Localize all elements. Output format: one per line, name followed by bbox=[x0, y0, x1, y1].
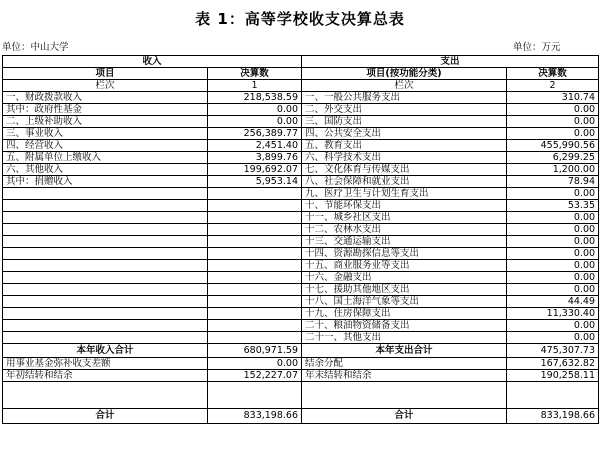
grand-expense-total-value: 833,198.66 bbox=[507, 409, 599, 424]
income-value-cell: 256,389.77 bbox=[208, 128, 302, 140]
income-item-cell: 一、财政拨款收入 bbox=[3, 92, 208, 104]
income-item-cell bbox=[3, 308, 208, 320]
income-item-cell: 二、上级补助收入 bbox=[3, 116, 208, 128]
income-item-cell bbox=[3, 260, 208, 272]
table-row bbox=[3, 92, 599, 104]
income-value-cell bbox=[208, 200, 302, 212]
expense-value-cell: 0.00 bbox=[507, 320, 599, 332]
expense-item-cell: 十、节能环保支出 bbox=[302, 200, 507, 212]
expense-item-cell: 五、教育支出 bbox=[302, 140, 507, 152]
income-value-cell: 0.00 bbox=[208, 116, 302, 128]
expense-value-cell: 0.00 bbox=[507, 224, 599, 236]
table-row bbox=[3, 236, 599, 248]
expense-value-cell: 0.00 bbox=[507, 116, 599, 128]
surplus-distribution-label: 结余分配 bbox=[302, 358, 507, 370]
income-amount-header: 决算数 bbox=[208, 68, 302, 80]
income-value-cell bbox=[208, 308, 302, 320]
expense-column-label: 栏次 bbox=[302, 80, 507, 92]
expense-item-cell: 十九、住房保障支出 bbox=[302, 308, 507, 320]
table-title: 表 1：高等学校收支决算总表 bbox=[195, 10, 405, 28]
expense-value-cell: 6,299.25 bbox=[507, 152, 599, 164]
fund-offset-label: 用事业基金弥补收支差额 bbox=[3, 358, 208, 370]
expense-value-cell: 0.00 bbox=[507, 284, 599, 296]
expense-item-cell: 十八、国土海洋气象等支出 bbox=[302, 296, 507, 308]
income-value-cell bbox=[208, 284, 302, 296]
income-value-cell: 0.00 bbox=[208, 104, 302, 116]
expense-value-cell: 44.49 bbox=[507, 296, 599, 308]
income-value-cell bbox=[208, 212, 302, 224]
expense-item-cell: 四、公共安全支出 bbox=[302, 128, 507, 140]
fund-offset-value: 0.00 bbox=[208, 358, 302, 370]
income-item-cell bbox=[3, 332, 208, 344]
income-item-cell bbox=[3, 224, 208, 236]
income-item-cell bbox=[3, 248, 208, 260]
expense-item-cell: 十一、城乡社区支出 bbox=[302, 212, 507, 224]
table-row bbox=[3, 284, 599, 296]
table-row bbox=[3, 296, 599, 308]
expense-item-cell: 十二、农林水支出 bbox=[302, 224, 507, 236]
expense-item-cell: 八、社会保障和就业支出 bbox=[302, 176, 507, 188]
table-row bbox=[3, 176, 599, 188]
income-section-header: 收入 bbox=[3, 56, 302, 68]
expense-section-header: 支出 bbox=[302, 56, 599, 68]
table-row bbox=[3, 188, 599, 200]
expense-value-cell: 78.94 bbox=[507, 176, 599, 188]
unit-currency: 单位：万元 bbox=[513, 42, 561, 53]
expense-item-cell: 十三、交通运输支出 bbox=[302, 236, 507, 248]
income-item-cell bbox=[3, 284, 208, 296]
expense-value-cell: 0.00 bbox=[507, 260, 599, 272]
income-value-cell bbox=[208, 236, 302, 248]
budget-table bbox=[2, 55, 599, 424]
income-item-cell bbox=[3, 236, 208, 248]
income-item-cell bbox=[3, 320, 208, 332]
expense-item-cell: 二、外交支出 bbox=[302, 104, 507, 116]
income-value-cell bbox=[208, 272, 302, 284]
expense-value-cell: 0.00 bbox=[507, 212, 599, 224]
table-row bbox=[3, 116, 599, 128]
expense-value-cell: 11,330.40 bbox=[507, 308, 599, 320]
income-value-cell: 5,953.14 bbox=[208, 176, 302, 188]
expense-item-cell: 十六、金融支出 bbox=[302, 272, 507, 284]
annual-income-total-label: 本年收入合计 bbox=[3, 344, 208, 358]
expense-value-cell: 0.00 bbox=[507, 332, 599, 344]
expense-value-cell: 0.00 bbox=[507, 104, 599, 116]
table-row bbox=[3, 128, 599, 140]
income-value-cell bbox=[208, 320, 302, 332]
expense-item-cell: 十五、商业服务业等支出 bbox=[302, 260, 507, 272]
expense-value-cell: 0.00 bbox=[507, 248, 599, 260]
annual-income-total-value: 680,971.59 bbox=[208, 344, 302, 358]
income-item-cell: 其中：捐赠收入 bbox=[3, 176, 208, 188]
expense-column-number: 2 bbox=[507, 80, 599, 92]
income-value-cell bbox=[208, 332, 302, 344]
expense-amount-header: 决算数 bbox=[507, 68, 599, 80]
table-row bbox=[3, 104, 599, 116]
income-column-label: 栏次 bbox=[3, 80, 208, 92]
closing-balance-label: 年末结转和结余 bbox=[302, 370, 507, 382]
table-row bbox=[3, 332, 599, 344]
opening-balance-value: 152,227.07 bbox=[208, 370, 302, 382]
expense-item-cell: 二十、粮油物资储备支出 bbox=[302, 320, 507, 332]
expense-value-cell: 1,200.00 bbox=[507, 164, 599, 176]
income-value-cell bbox=[208, 224, 302, 236]
expense-item-cell: 十四、资源勘探信息等支出 bbox=[302, 248, 507, 260]
expense-value-cell: 310.74 bbox=[507, 92, 599, 104]
income-value-cell bbox=[208, 260, 302, 272]
grand-expense-total-label: 合计 bbox=[302, 409, 507, 424]
table-row bbox=[3, 212, 599, 224]
annual-expense-total-label: 本年支出合计 bbox=[302, 344, 507, 358]
expense-value-cell: 0.00 bbox=[507, 272, 599, 284]
income-value-cell bbox=[208, 188, 302, 200]
income-item-cell bbox=[3, 188, 208, 200]
income-column-number: 1 bbox=[208, 80, 302, 92]
table-row bbox=[3, 260, 599, 272]
income-value-cell: 3,899.76 bbox=[208, 152, 302, 164]
expense-item-cell: 二十一、其他支出 bbox=[302, 332, 507, 344]
table-row bbox=[3, 272, 599, 284]
table-row bbox=[3, 320, 599, 332]
income-item-cell: 三、事业收入 bbox=[3, 128, 208, 140]
expense-item-cell: 一、一般公共服务支出 bbox=[302, 92, 507, 104]
income-value-cell bbox=[208, 248, 302, 260]
expense-value-cell: 0.00 bbox=[507, 236, 599, 248]
table-row bbox=[3, 224, 599, 236]
expense-value-cell: 455,990.56 bbox=[507, 140, 599, 152]
grand-income-total-label: 合计 bbox=[3, 409, 208, 424]
annual-expense-total-value: 475,307.73 bbox=[507, 344, 599, 358]
expense-value-cell: 0.00 bbox=[507, 188, 599, 200]
expense-item-cell: 七、文化体育与传媒支出 bbox=[302, 164, 507, 176]
income-item-cell bbox=[3, 296, 208, 308]
table-row bbox=[3, 140, 599, 152]
expense-item-cell: 九、医疗卫生与计划生育支出 bbox=[302, 188, 507, 200]
opening-balance-label: 年初结转和结余 bbox=[3, 370, 208, 382]
income-item-cell: 六、其他收入 bbox=[3, 164, 208, 176]
income-value-cell bbox=[208, 296, 302, 308]
table-row bbox=[3, 248, 599, 260]
income-item-cell bbox=[3, 212, 208, 224]
income-item-cell: 四、经营收入 bbox=[3, 140, 208, 152]
table-row bbox=[3, 164, 599, 176]
income-value-cell: 218,538.59 bbox=[208, 92, 302, 104]
income-item-cell: 五、附属单位上缴收入 bbox=[3, 152, 208, 164]
expense-item-header: 项目(按功能分类) bbox=[302, 68, 507, 80]
income-item-cell bbox=[3, 200, 208, 212]
closing-balance-value: 190,258.11 bbox=[507, 370, 599, 382]
income-item-cell bbox=[3, 272, 208, 284]
income-value-cell: 2,451.40 bbox=[208, 140, 302, 152]
expense-item-cell: 六、科学技术支出 bbox=[302, 152, 507, 164]
expense-value-cell: 53.35 bbox=[507, 200, 599, 212]
expense-item-cell: 十七、援助其他地区支出 bbox=[302, 284, 507, 296]
grand-income-total-value: 833,198.66 bbox=[208, 409, 302, 424]
income-item-cell: 其中：政府性基金 bbox=[3, 104, 208, 116]
budget-rows bbox=[3, 92, 599, 344]
expense-item-cell: 三、国防支出 bbox=[302, 116, 507, 128]
expense-value-cell: 0.00 bbox=[507, 128, 599, 140]
income-item-header: 项目 bbox=[3, 68, 208, 80]
table-row bbox=[3, 308, 599, 320]
table-row bbox=[3, 152, 599, 164]
table-row bbox=[3, 200, 599, 212]
surplus-distribution-value: 167,632.82 bbox=[507, 358, 599, 370]
income-value-cell: 199,692.07 bbox=[208, 164, 302, 176]
unit-organization: 单位：中山大学 bbox=[2, 42, 69, 53]
